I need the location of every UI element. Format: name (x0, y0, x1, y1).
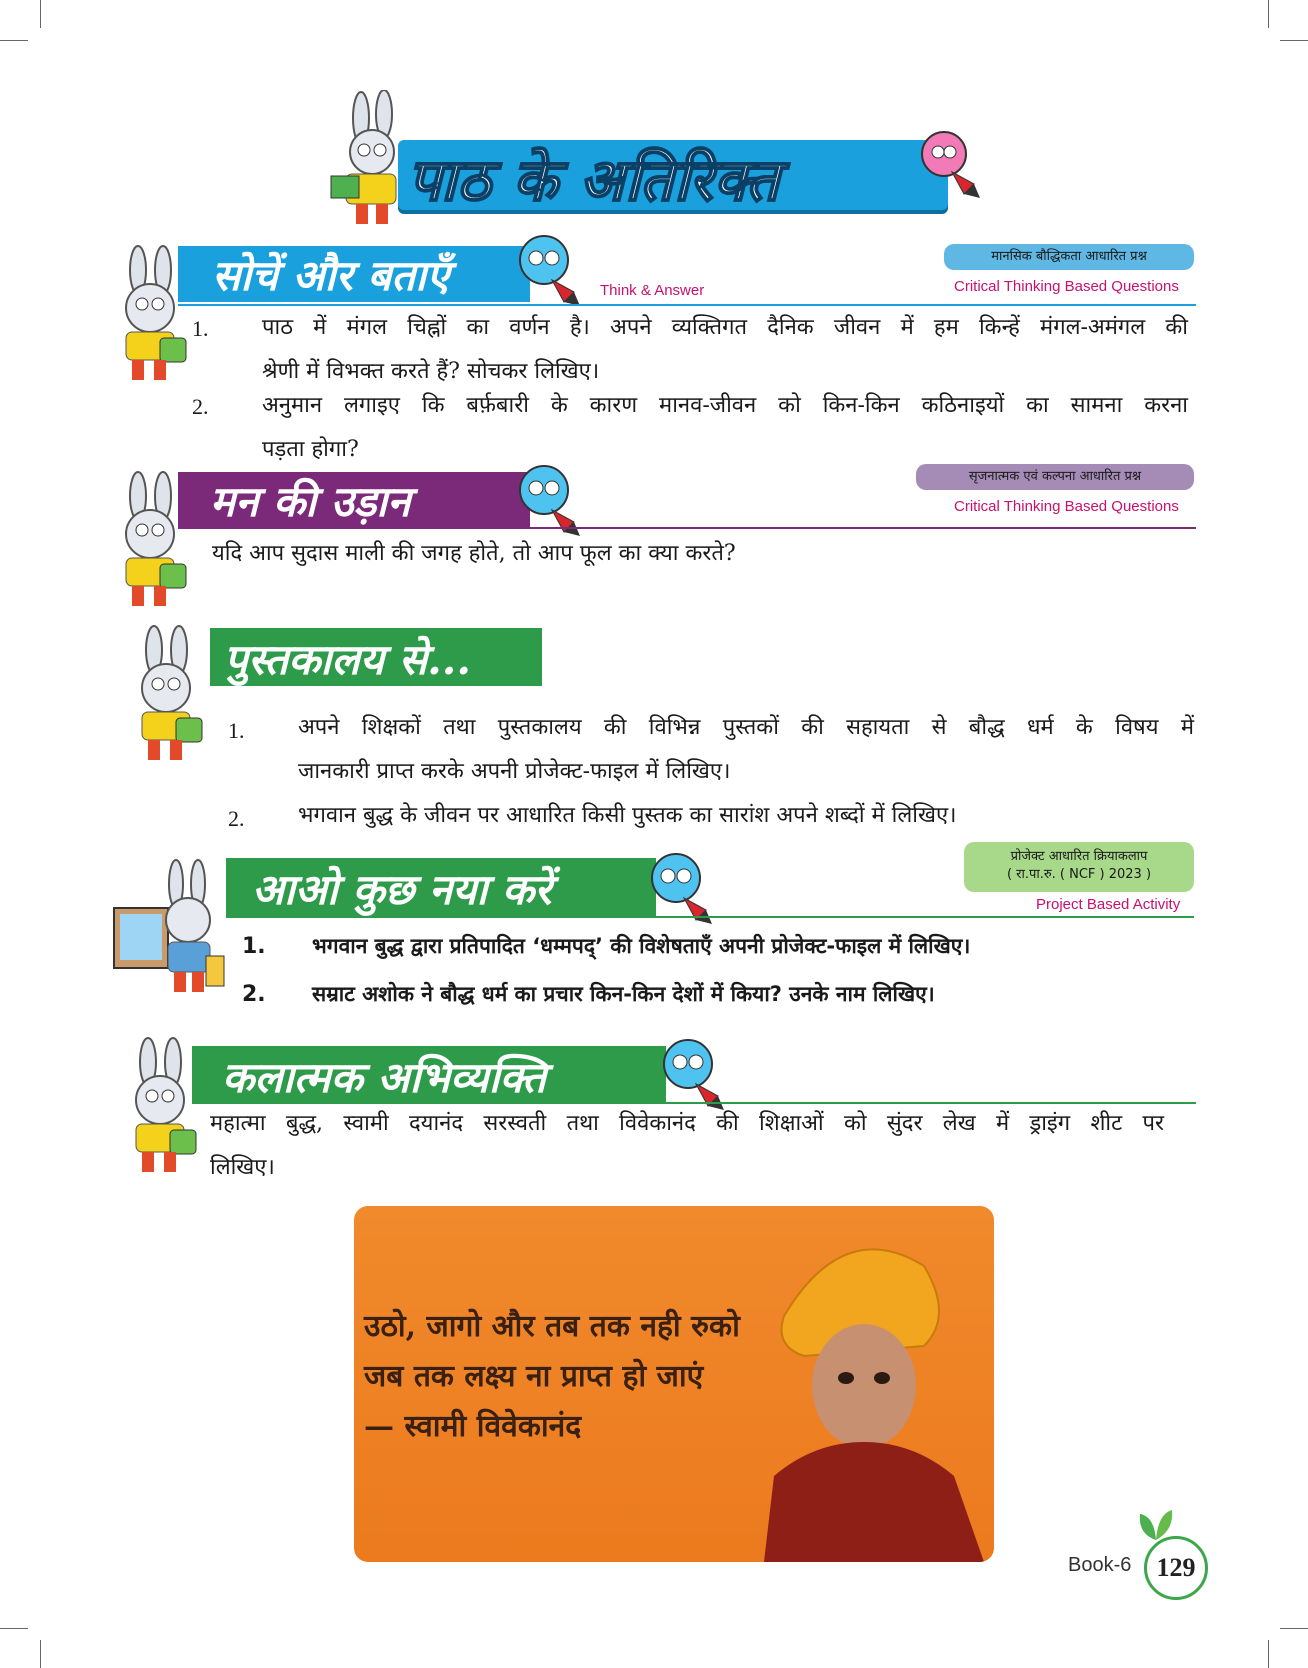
section-heading-library: पुस्तकालय से... (224, 635, 471, 684)
quote-signature: — स्वामी विवेकानंद (364, 1409, 582, 1444)
crop-mark (0, 1628, 28, 1629)
question-number: 2. (192, 394, 209, 419)
question-line: लिखिए। (210, 1155, 275, 1180)
tag-line: ( रा.पा.रु. ( NCF ) 2023 ) (1006, 867, 1152, 882)
question-line: पाठ में मंगल चिह्नों का वर्णन है। अपने व्यक्तिगत दैनिक जीवन में हम किन्हें मंगल-अमंगल की (262, 315, 1188, 340)
tag-creative-questions: सृजनात्मक एवं कल्पना आधारित प्रश्न (916, 464, 1194, 490)
question-text: सम्राट अशोक ने बौद्ध धर्म का प्रचार किन-किन देशों में किया? उनके नाम लिखिए। (312, 982, 935, 1006)
crop-mark (1280, 40, 1308, 41)
crop-mark (40, 1640, 41, 1668)
rabbit-mascot-icon (124, 624, 210, 764)
critical-thinking-label: Critical Thinking Based Questions (954, 278, 1179, 295)
crop-mark (40, 0, 41, 28)
question-text (298, 706, 1194, 794)
udaan-question: यदि आप सुदास माली की जगह होते, तो आप फूल का क्या करते? (212, 541, 736, 566)
crop-mark (1280, 1628, 1308, 1629)
section-rule (226, 916, 1194, 918)
question-text (262, 384, 1188, 472)
section-heading-udaan: मन की उड़ान (210, 477, 411, 526)
question-number: 1. (242, 934, 266, 959)
blue-pencil-mascot-icon (648, 850, 714, 926)
critical-thinking-label: Critical Thinking Based Questions (954, 498, 1179, 515)
question-text (262, 306, 1188, 394)
kala-question (210, 1102, 1164, 1190)
section-heading-kala: कलात्मक अभिव्यक्ति (222, 1053, 546, 1102)
section-rule (178, 527, 1196, 529)
blue-pencil-mascot-icon (516, 232, 582, 308)
page-title: पाठ के अतिरिक्त (408, 146, 780, 214)
section-heading-naya: आओ कुछ नया करें (252, 865, 552, 914)
question-line: पड़ता होगा? (262, 437, 359, 462)
rabbit-painter-icon (110, 856, 228, 996)
question-line: महात्मा बुद्ध, स्वामी दयानंद सरस्वती तथा विवेकानंद की शिक्षाओं को सुंदर लेख में ड्राइंग शीट पर (210, 1111, 1164, 1136)
question-line: अपने शिक्षकों तथा पुस्तकालय की विभिन्न पुस्तकों की सहायता से बौद्ध धर्म के विषय में (298, 715, 1194, 740)
question-line: श्रेणी में विभक्त करते हैं? सोचकर लिखिए। (262, 359, 600, 384)
vivekananda-portrait-icon (724, 1206, 994, 1562)
book-label: Book-6 (1068, 1554, 1132, 1576)
tag-mental-questions: मानसिक बौद्धिकता आधारित प्रश्न (944, 244, 1194, 270)
quote-line-1: उठो, जागो और तब तक नही रुको (364, 1309, 740, 1344)
question-line: जानकारी प्राप्त करके अपनी प्रोजेक्ट-फाइल में लिखिए। (298, 759, 731, 784)
tag-line: प्रोजेक्ट आधारित क्रियाकलाप (1010, 849, 1148, 864)
pink-pencil-mascot-icon (918, 128, 984, 200)
question-number: 2. (242, 982, 266, 1007)
question-number: 1. (228, 718, 245, 743)
question-number: 1. (192, 316, 209, 341)
question-line: भगवान बुद्ध के जीवन पर आधारित किसी पुस्तक का सारांश अपने शब्दों में लिखिए। (298, 803, 957, 828)
tag-project-activity (964, 842, 1194, 892)
crop-mark (1268, 1640, 1269, 1668)
vivekananda-quote-image (354, 1206, 994, 1562)
question-text (298, 794, 1194, 838)
section-heading-soche: सोचें और बताएँ (212, 251, 450, 300)
crop-mark (1268, 0, 1269, 28)
question-line: अनुमान लगाइए कि बर्फ़बारी के कारण मानव-जीवन को किन-किन कठिनाइयों का सामना करना (262, 393, 1188, 418)
page-number: 129 (1144, 1536, 1208, 1600)
question-number: 2. (228, 806, 245, 831)
question-text: भगवान बुद्ध द्वारा प्रतिपादित ‘धम्मपद्’ की विशेषताएँ अपनी प्रोजेक्ट-फाइल में लिखिए। (312, 934, 971, 958)
crop-mark (0, 40, 28, 41)
project-activity-label: Project Based Activity (1036, 896, 1181, 913)
think-answer-label: Think & Answer (600, 282, 705, 299)
quote-line-2: जब तक लक्ष्य ना प्राप्त हो जाएं (364, 1359, 704, 1394)
blue-pencil-mascot-icon (660, 1036, 726, 1112)
